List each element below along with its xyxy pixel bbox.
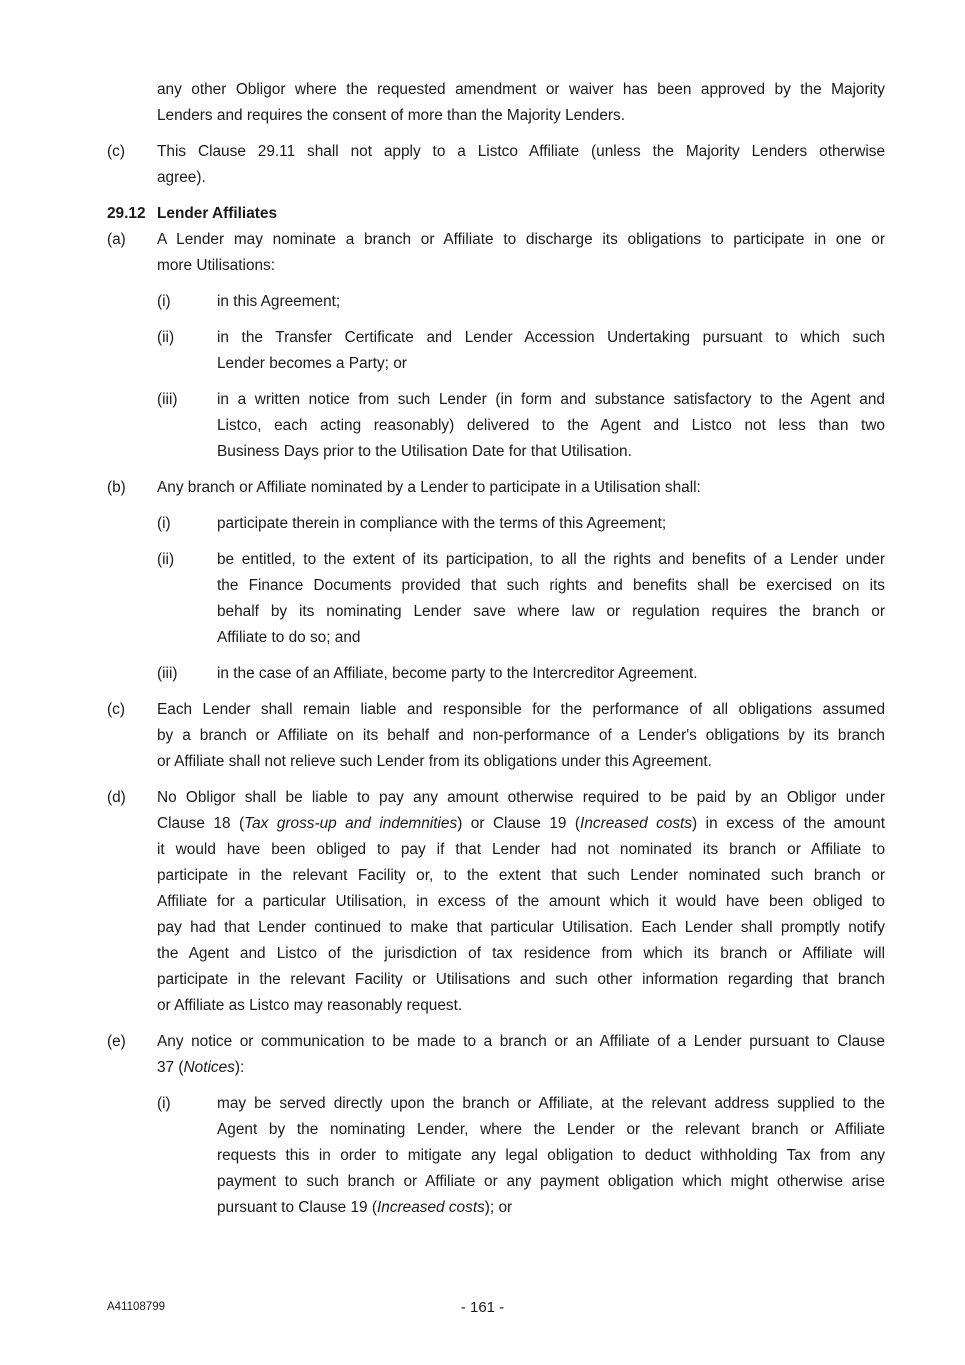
text-line: the Agent and Listco of the jurisdiction of tax residence from which its branch or Affiliate will (157, 945, 885, 962)
italic-reference: Increased costs (377, 1199, 485, 1216)
text-line: by a branch or Affiliate on its behalf and non-performance of a Lender's obligations by its branch (157, 727, 885, 744)
clause-d-paragraph (157, 785, 885, 1019)
text-line: may be served directly upon the branch or Affiliate, at the relevant address supplied to the (217, 1095, 885, 1112)
text-line: pay had that Lender continued to make that particular Utilisation. Each Lender shall promptly notify (157, 919, 885, 936)
text-line: or Affiliate as Listco may reasonably request. (157, 997, 463, 1014)
clause-label: (b) (107, 479, 126, 496)
subclause-label: (ii) (157, 329, 175, 346)
text-line: Each Lender shall remain liable and responsible for the performance of all obligations assumed (157, 701, 885, 718)
text-line: participate in the relevant Facility or Utilisations and such other information regarding that branch (157, 971, 885, 988)
text-line: participate in the relevant Facility or, to the extent that such Lender nominated such branch or (157, 867, 885, 884)
clause-c-paragraph (157, 697, 885, 775)
italic-reference: Increased costs (580, 815, 693, 832)
subclause-label: (iii) (157, 391, 178, 408)
section-heading-number: 29.12 (107, 205, 146, 222)
text-line: requests this in order to mitigate any legal obligation to deduct withholding Tax from any (217, 1147, 885, 1164)
text-line: Lender becomes a Party; or (217, 355, 407, 372)
text-span: ) in excess of the amount (692, 815, 885, 832)
text-line: in a written notice from such Lender (in form and substance satisfactory to the Agent and (217, 391, 885, 408)
text-line: it would have been obliged to pay if that Lender had not nominated its branch or Affiliate to (157, 841, 885, 858)
text-line: be entitled, to the extent of its participation, to all the rights and benefits of a Lender under (217, 551, 885, 568)
document-id: A41108799 (107, 1301, 165, 1313)
text-line (217, 1195, 885, 1221)
text-line: behalf by its nominating Lender save where law or regulation requires the branch or (217, 603, 885, 620)
text-line (157, 1055, 885, 1081)
text-line: Business Days prior to the Utilisation Date for that Utilisation. (217, 443, 632, 460)
text-span: ) or Clause 19 ( (457, 815, 581, 832)
text-span: pursuant to Clause 19 ( (217, 1199, 377, 1216)
text-line: Any notice or communication to be made to a branch or an Affiliate of a Lender pursuant to Clause (157, 1033, 885, 1050)
subclause-label: (i) (157, 1095, 171, 1112)
intro-paragraph (157, 77, 885, 129)
text-line: Affiliate to do so; and (217, 629, 361, 646)
text-line: Agent by the nominating Lender, where the Lender or the relevant branch or Affiliate (217, 1121, 885, 1138)
text-line: or Affiliate shall not relieve such Lender from its obligations under this Agreement. (157, 753, 712, 770)
italic-reference: Notices (183, 1059, 235, 1076)
page-number: - 161 - (460, 1299, 505, 1316)
italic-reference: Tax gross-up and indemnities (244, 815, 458, 832)
text-line: This Clause 29.11 shall not apply to a Listco Affiliate (unless the Majority Lenders otherwise (157, 143, 885, 160)
subclause-a-i-text: in this Agreement; (217, 293, 341, 310)
text-line: the Finance Documents provided that such rights and benefits shall be exercised on its (217, 577, 885, 594)
text-span: ); or (484, 1199, 513, 1216)
text-line (157, 811, 885, 837)
subclause-label: (i) (157, 515, 171, 532)
clause-label: (c) (107, 701, 125, 718)
subclause-b-i-text: participate therein in compliance with the terms of this Agreement; (217, 515, 667, 532)
text-line: No Obligor shall be liable to pay any amount otherwise required to be paid by an Obligor under (157, 789, 885, 806)
subclause-label: (iii) (157, 665, 178, 682)
subclause-a-ii-paragraph (217, 325, 885, 377)
clause-b-text: Any branch or Affiliate nominated by a Lender to participate in a Utilisation shall: (157, 479, 701, 496)
text-line: any other Obligor where the requested amendment or waiver has been approved by the Majority (157, 81, 885, 98)
text-span: ): (234, 1059, 245, 1076)
text-line: Lenders and requires the consent of more than the Majority Lenders. (157, 107, 625, 124)
clause-label: (d) (107, 789, 126, 806)
subclause-e-i-paragraph (217, 1091, 885, 1221)
text-line: in the Transfer Certificate and Lender Accession Undertaking pursuant to which such (217, 329, 885, 346)
text-line: Listco, each acting reasonably) delivered to the Agent and Listco not less than two (217, 417, 885, 434)
text-span: Clause 18 ( (157, 815, 245, 832)
text-span: 37 ( (157, 1059, 184, 1076)
clause-c-prev-paragraph (157, 139, 885, 191)
section-heading-title: Lender Affiliates (157, 205, 278, 222)
text-line: agree). (157, 169, 206, 186)
subclause-b-ii-paragraph (217, 547, 885, 651)
text-line: A Lender may nominate a branch or Affiliate to discharge its obligations to participate in one or (157, 231, 885, 248)
subclause-label: (i) (157, 293, 171, 310)
clause-label: (a) (107, 231, 126, 248)
subclause-label: (ii) (157, 551, 175, 568)
text-line: more Utilisations: (157, 257, 276, 274)
subclause-a-iii-paragraph (217, 387, 885, 465)
clause-a-paragraph (157, 227, 885, 279)
subclause-b-iii-text: in the case of an Affiliate, become party to the Intercreditor Agreement. (217, 665, 698, 682)
clause-label: (e) (107, 1033, 126, 1050)
text-line: Affiliate for a particular Utilisation, in excess of the amount which it would have been obliged to (157, 893, 885, 910)
text-line: payment to such branch or Affiliate or any payment obligation which might otherwise arise (217, 1173, 885, 1190)
clause-e-paragraph (157, 1029, 885, 1081)
clause-label: (c) (107, 143, 125, 160)
